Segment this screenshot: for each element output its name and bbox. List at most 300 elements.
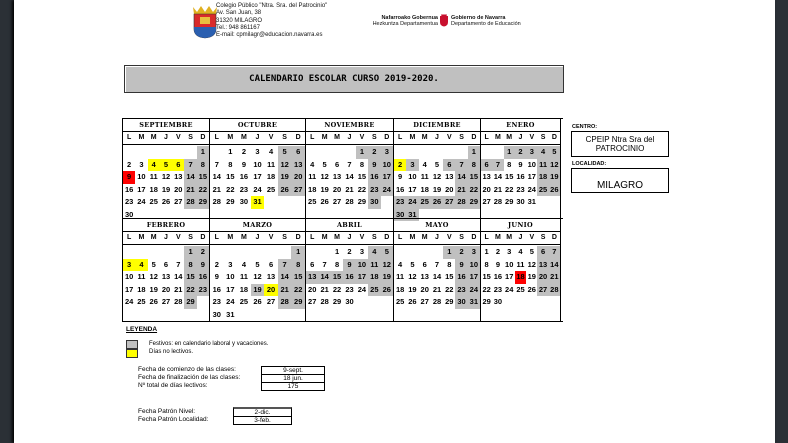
weekday-label: D [384, 134, 390, 141]
empty-cell [492, 146, 503, 159]
day-cell: 3 [526, 146, 537, 159]
day-cell: 27 [443, 196, 455, 209]
day-cell: 23 [394, 196, 406, 209]
school-address [216, 3, 327, 39]
days-grid [210, 246, 305, 321]
day-cell: 24 [527, 184, 536, 194]
day-cell: 22 [482, 284, 491, 294]
day-cell: 5 [160, 159, 172, 172]
day-cell: 14 [184, 171, 196, 184]
empty-cell [278, 246, 292, 259]
month-abril [306, 219, 394, 321]
weekday-label: M [241, 234, 247, 241]
empty-cell [406, 146, 418, 159]
day-cell: 14 [432, 272, 442, 281]
legend-swatch-no-lectivo [126, 349, 138, 358]
weekday-label: M [495, 234, 501, 241]
legend-title: LEYENDA [126, 326, 158, 333]
empty-cell [394, 146, 406, 159]
day-cell: 21 [432, 284, 442, 294]
day-cell: 7 [278, 259, 292, 272]
day-cell: 20 [161, 284, 171, 294]
day-cell: 26 [431, 196, 443, 209]
weekday-label: J [347, 134, 352, 141]
weekday-label: D [471, 234, 477, 241]
day-cell: 17 [253, 172, 262, 181]
day-cell: 16 [239, 172, 249, 181]
day-cell: 19 [320, 184, 329, 194]
day-cell: 26 [408, 297, 417, 306]
day-cell: 13 [306, 271, 318, 284]
day-cell: 18 [368, 271, 380, 284]
day-cell: 24 [505, 284, 514, 294]
day-cell: 30 [368, 196, 380, 209]
day-cell: 16 [212, 284, 221, 294]
month-noviembre [306, 119, 394, 221]
day-cell: 1 [228, 147, 233, 156]
day-cell: 9 [241, 159, 246, 169]
month-name: ABRIL [306, 219, 393, 232]
centro-value: CPEIP Ntra Sra del PATROCINIO [571, 131, 669, 157]
school-city: 31320 MILAGRO [216, 17, 263, 24]
day-cell: 17 [527, 172, 536, 181]
day-cell: 9 [197, 259, 209, 272]
weekday-header [123, 232, 209, 245]
gov-dept-es: Departamento de Educación [451, 21, 521, 27]
day-cell: 15 [331, 271, 343, 284]
day-cell: 24 [226, 297, 235, 306]
day-cell: 31 [468, 296, 480, 309]
weekday-header [394, 232, 480, 245]
day-cell: 13 [420, 272, 429, 281]
empty-cell [148, 246, 160, 259]
day-cell: 11 [239, 272, 248, 281]
weekday-label: D [551, 134, 557, 141]
day-cell: 19 [432, 184, 442, 194]
day-cell: 22 [226, 184, 235, 194]
day-cell: 4 [135, 259, 147, 272]
weekday-label: S [540, 234, 546, 241]
weekday-label: M [150, 234, 157, 241]
empty-cell [419, 146, 431, 159]
day-cell: 8 [291, 259, 305, 272]
weekday-label: V [175, 134, 181, 141]
info-value-start: 9-sept. [261, 366, 325, 374]
day-cell: 21 [212, 184, 221, 194]
day-cell: 13 [161, 272, 171, 281]
empty-cell [306, 246, 318, 259]
day-cell: 20 [445, 184, 454, 194]
day-cell: 26 [278, 184, 292, 197]
day-cell: 9 [123, 171, 135, 184]
info-label-start: Fecha de comienzo de las clases: [138, 366, 236, 373]
day-cell: 6 [172, 159, 184, 172]
patron-value-localidad: 3-feb. [233, 416, 292, 425]
page-title: CALENDARIO ESCOLAR CURSO 2019-2020. [124, 65, 564, 93]
info-value-end: 18 jun. [261, 374, 325, 382]
weekday-label: S [372, 234, 377, 241]
weekday-label: L [127, 234, 132, 241]
day-cell: 16 [395, 184, 405, 194]
day-cell: 31 [251, 196, 265, 209]
day-cell: 10 [408, 172, 417, 181]
day-cell: 20 [174, 184, 183, 194]
day-cell: 29 [332, 297, 342, 306]
info-label-end: Fecha de finalización de las clases: [138, 374, 241, 381]
day-cell: 5 [278, 146, 292, 159]
day-cell: 12 [549, 159, 560, 172]
weekday-label: M [409, 134, 416, 141]
day-cell: 17 [137, 184, 146, 194]
day-cell: 17 [408, 184, 417, 194]
day-cell: 27 [161, 297, 171, 306]
calendar-first-term [122, 118, 563, 221]
weekday-label: V [268, 234, 274, 241]
weekday-label: M [409, 234, 416, 241]
day-cell: 15 [482, 272, 491, 281]
day-cell: 5 [255, 259, 260, 269]
day-cell: 20 [332, 184, 342, 194]
weekday-label: V [268, 134, 274, 141]
day-cell: 20 [308, 284, 317, 294]
empty-cell [443, 146, 455, 159]
day-cell: 9 [455, 259, 467, 272]
day-cell: 20 [264, 284, 278, 297]
day-cell: 2 [394, 159, 406, 172]
day-cell: 7 [184, 159, 196, 172]
days-grid [394, 146, 480, 221]
weekday-label: M [506, 234, 513, 241]
day-cell: 1 [443, 246, 455, 259]
weekday-header [123, 132, 209, 145]
weekday-label: S [459, 134, 464, 141]
month-diciembre [394, 119, 481, 221]
day-cell: 22 [184, 284, 196, 297]
days-grid [481, 146, 560, 209]
day-cell: 4 [518, 247, 523, 256]
day-cell: 8 [197, 159, 209, 172]
weekday-label: S [282, 134, 287, 141]
day-cell: 29 [468, 196, 480, 209]
day-cell: 6 [481, 159, 492, 172]
day-cell: 3 [123, 259, 135, 272]
day-cell: 21 [455, 184, 467, 197]
day-cell: 3 [255, 147, 260, 156]
day-cell: 20 [537, 271, 548, 284]
day-cell: 28 [549, 284, 560, 297]
weekday-label: M [227, 134, 234, 141]
day-cell: 27 [291, 184, 305, 197]
day-cell: 7 [322, 259, 327, 269]
weekday-label: V [446, 134, 452, 141]
day-cell: 9 [368, 159, 380, 172]
day-cell: 1 [334, 247, 340, 256]
day-cell: 13 [174, 172, 183, 181]
day-cell: 21 [320, 284, 329, 294]
empty-cell [343, 146, 355, 159]
day-cell: 12 [278, 159, 292, 172]
day-cell: 2 [197, 246, 209, 259]
day-cell: 25 [266, 184, 276, 194]
days-grid [394, 246, 480, 309]
weekday-label: V [529, 234, 535, 241]
day-cell: 7 [214, 159, 219, 169]
month-name: DICIEMBRE [394, 119, 480, 132]
day-cell: 9 [398, 172, 403, 181]
day-cell: 12 [161, 172, 171, 181]
day-cell: 29 [184, 296, 196, 309]
day-cell: 8 [447, 259, 452, 269]
day-cell: 25 [419, 196, 431, 209]
day-cell: 11 [396, 272, 405, 281]
school-email: E-mail: cpmilagr@educacion.navarra.es [216, 32, 323, 39]
day-cell: 25 [395, 297, 405, 306]
weekday-label: S [282, 234, 287, 241]
day-cell: 18 [537, 171, 548, 184]
day-cell: 18 [137, 284, 146, 294]
empty-cell [135, 146, 147, 159]
day-cell: 16 [124, 184, 134, 194]
document-page [14, 0, 775, 443]
empty-cell [419, 246, 431, 259]
day-cell: 27 [537, 284, 548, 297]
day-cell: 27 [266, 297, 276, 306]
weekday-label: M [334, 234, 340, 241]
day-cell: 19 [251, 284, 265, 297]
day-cell: 6 [163, 259, 169, 269]
empty-cell [318, 146, 330, 159]
localidad-label: LOCALIDAD: [572, 161, 607, 167]
school-phone: Tel.: 948 861167 [216, 24, 260, 31]
day-cell: 3 [507, 247, 512, 256]
day-cell: 4 [241, 259, 246, 269]
weekday-label: M [506, 134, 513, 141]
month-name: MARZO [210, 219, 305, 232]
day-cell: 29 [482, 297, 491, 306]
day-cell: 14 [212, 172, 221, 181]
day-cell: 1 [184, 246, 196, 259]
day-cell: 2 [347, 247, 352, 256]
calendar-second-term [122, 218, 563, 322]
empty-cell [251, 246, 265, 259]
day-cell: 7 [434, 259, 440, 269]
day-cell: 30 [345, 297, 354, 306]
empty-cell [264, 246, 278, 259]
day-cell: 29 [226, 197, 235, 206]
day-cell: 22 [357, 184, 367, 194]
day-cell: 17 [505, 272, 514, 281]
weekday-label: V [359, 234, 365, 241]
day-cell: 11 [537, 159, 548, 172]
empty-cell [160, 146, 172, 159]
empty-cell [148, 146, 160, 159]
day-cell: 4 [310, 159, 315, 169]
day-cell: 4 [422, 159, 427, 169]
day-cell: 30 [394, 209, 406, 222]
day-cell: 11 [267, 159, 276, 169]
day-cell: 7 [492, 159, 503, 172]
day-cell: 19 [381, 271, 393, 284]
day-cell: 5 [322, 159, 327, 169]
day-cell: 3 [406, 159, 418, 172]
day-cell: 14 [174, 272, 183, 281]
day-cell: 2 [515, 146, 526, 159]
day-cell: 1 [484, 247, 489, 256]
day-cell: 15 [184, 271, 196, 284]
day-cell: 29 [197, 196, 209, 209]
weekday-label: J [164, 134, 168, 141]
weekday-label: M [150, 134, 157, 141]
day-cell: 11 [516, 259, 525, 269]
legend-swatch-festivo [126, 340, 138, 349]
day-cell: 23 [455, 284, 467, 297]
weekday-label: L [398, 134, 403, 141]
day-cell: 13 [266, 272, 276, 281]
empty-cell [172, 246, 184, 259]
day-cell: 6 [537, 246, 548, 259]
day-cell: 25 [368, 284, 380, 297]
day-cell: 17 [381, 171, 393, 184]
weekday-label: M [227, 234, 234, 241]
days-grid [481, 246, 560, 309]
day-cell: 2 [214, 259, 219, 269]
day-cell: 4 [368, 246, 380, 259]
day-cell: 21 [174, 284, 183, 294]
day-cell: 2 [368, 146, 380, 159]
day-cell: 14 [455, 171, 467, 184]
day-cell: 4 [148, 159, 160, 172]
day-cell: 22 [332, 284, 342, 294]
day-cell: 25 [537, 184, 548, 197]
day-cell: 27 [308, 297, 317, 306]
day-cell: 6 [443, 159, 455, 172]
day-cell: 12 [527, 259, 536, 269]
weekday-label: D [200, 234, 206, 241]
info-value-total: 175 [261, 382, 325, 391]
day-cell: 11 [368, 259, 380, 272]
day-cell: 4 [398, 259, 403, 269]
empty-cell [394, 246, 406, 259]
day-cell: 7 [347, 159, 352, 169]
day-cell: 8 [334, 259, 340, 269]
day-cell: 24 [357, 284, 367, 294]
gov-name-es: Gobierno de Navarra [451, 15, 506, 21]
weekday-label: L [214, 234, 219, 241]
weekday-label: L [484, 234, 489, 241]
weekday-label: S [372, 134, 377, 141]
day-cell: 24 [468, 284, 480, 297]
month-name: OCTUBRE [210, 119, 305, 132]
day-cell: 22 [468, 184, 480, 197]
patron-value-nivel: 2-dic. [233, 407, 292, 416]
month-name: JUNIO [481, 219, 560, 232]
localidad-value: MILAGRO [571, 168, 669, 193]
day-cell: 30 [516, 197, 525, 206]
empty-cell [431, 246, 443, 259]
weekday-label: J [255, 134, 260, 141]
day-cell: 29 [291, 296, 305, 309]
day-cell: 5 [151, 259, 156, 269]
gov-dept-eu: Hezkuntza Departamentua [372, 21, 438, 27]
day-cell: 10 [468, 259, 480, 272]
weekday-label: M [138, 134, 145, 141]
day-cell: 17 [226, 284, 235, 294]
day-cell: 17 [124, 284, 134, 294]
day-cell: 8 [507, 159, 512, 169]
day-cell: 26 [253, 297, 262, 306]
weekday-header [481, 132, 560, 145]
weekday-label: V [529, 134, 535, 141]
weekday-label: J [164, 234, 168, 241]
weekday-label: M [138, 234, 145, 241]
day-cell: 21 [549, 271, 560, 284]
weekday-label: L [310, 234, 315, 241]
day-cell: 19 [161, 184, 171, 194]
day-cell: 27 [174, 197, 183, 206]
day-cell: 19 [527, 272, 536, 281]
day-cell: 1 [468, 146, 480, 159]
day-cell: 24 [406, 196, 418, 209]
day-cell: 13 [332, 172, 342, 181]
weekday-label: D [551, 234, 557, 241]
info-label-total: Nº total de días lectivos: [138, 382, 208, 389]
day-cell: 19 [408, 284, 417, 294]
day-cell: 13 [291, 159, 305, 172]
school-street: Av. San Juan, 38 [216, 10, 262, 17]
day-cell: 28 [432, 297, 442, 306]
day-cell: 1 [504, 146, 515, 159]
weekday-label: J [255, 234, 260, 241]
day-cell: 18 [266, 172, 276, 181]
day-cell: 14 [493, 172, 503, 181]
day-cell: 26 [549, 184, 560, 197]
day-cell: 17 [468, 271, 480, 284]
month-name: SEPTIEMBRE [123, 119, 209, 132]
empty-cell [481, 146, 492, 159]
day-cell: 28 [184, 196, 196, 209]
day-cell: 6 [291, 146, 305, 159]
day-cell: 15 [468, 171, 480, 184]
day-cell: 7 [549, 246, 560, 259]
month-name: FEBRERO [123, 219, 209, 232]
day-cell: 7 [455, 159, 467, 172]
day-cell: 12 [149, 272, 158, 281]
empty-cell [123, 246, 135, 259]
day-cell: 25 [308, 197, 317, 206]
weekday-label: S [459, 234, 464, 241]
day-cell: 18 [420, 184, 429, 194]
weekday-label: J [518, 234, 523, 241]
day-cell: 19 [149, 284, 158, 294]
day-cell: 1 [197, 146, 209, 159]
day-cell: 18 [308, 184, 317, 194]
empty-cell [135, 246, 147, 259]
month-octubre [210, 119, 306, 221]
day-cell: 4 [268, 147, 274, 156]
day-cell: 13 [445, 172, 454, 181]
day-cell: 9 [214, 272, 219, 281]
day-cell: 30 [239, 197, 249, 206]
day-cell: 8 [228, 159, 233, 169]
day-cell: 23 [345, 284, 354, 294]
day-cell: 23 [212, 297, 221, 306]
day-cell: 11 [137, 272, 146, 281]
day-cell: 21 [184, 184, 196, 197]
day-cell: 31 [226, 309, 235, 319]
weekday-label: J [347, 234, 352, 241]
day-cell: 13 [537, 259, 548, 272]
day-cell: 25 [239, 297, 249, 306]
